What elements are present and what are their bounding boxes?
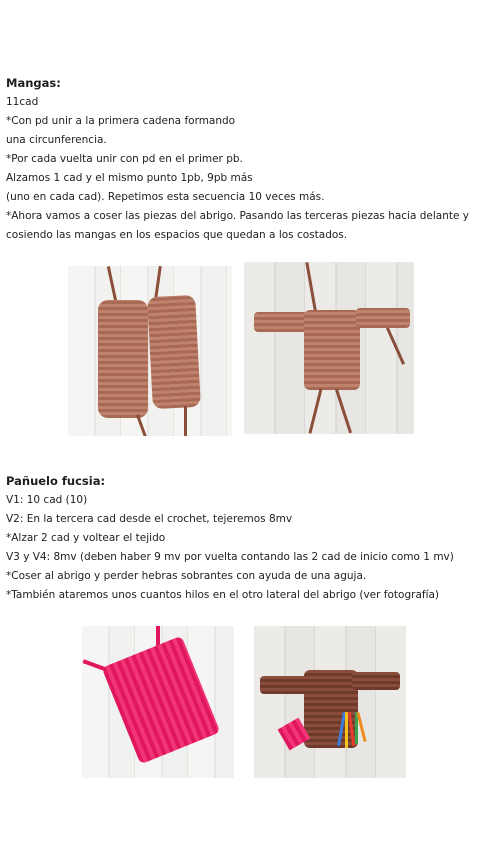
scarf-photo — [82, 626, 234, 778]
sleeves-photo — [68, 266, 232, 436]
fringe — [338, 712, 368, 750]
coat-body — [304, 310, 360, 390]
panuelo-line: V2: En la tercera cad desde el crochet, tejeremos 8mv — [6, 513, 293, 525]
panuelo-line: *Alzar 2 cad y voltear el tejido — [6, 532, 166, 544]
panuelo-line: *También ataremos unos cuantos hilos en el otro lateral del abrigo (ver fotografía) — [6, 589, 440, 601]
panuelo-line: *Coser al abrigo y perder hebras sobrantes con ayuda de una aguja. — [6, 570, 367, 582]
mangas-line: *Ahora vamos a coser las piezas del abrigo. Pasando las terceras piezas hacia delante y — [6, 210, 470, 222]
mangas-line: una circunferencia. — [6, 134, 107, 146]
coat-sleeve-right — [352, 672, 400, 690]
mangas-line: (uno en cada cad). Repetimos esta secuencia 10 veces más. — [6, 191, 325, 203]
mangas-line: *Con pd unir a la primera cadena formando — [6, 115, 236, 127]
coat-sleeve-left — [260, 676, 310, 694]
scarf-piece — [102, 636, 221, 765]
mangas-heading: Mangas: — [6, 76, 61, 90]
mangas-section — [6, 74, 494, 245]
sleeve-left — [254, 312, 308, 332]
panuelo-heading: Pañuelo fucsia: — [6, 474, 106, 488]
mangas-line: *Por cada vuelta unir con pd en el primer pb. — [6, 153, 243, 165]
mangas-line: Alzamos 1 cad y el mismo punto 1pb, 9pb más — [6, 172, 253, 184]
mangas-line: 11cad — [6, 96, 39, 108]
panuelo-line: V1: 10 cad (10) — [6, 494, 88, 506]
finished-coat-photo — [254, 626, 406, 778]
panuelo-section — [6, 472, 494, 605]
panuelo-line: V3 y V4: 8mv (deben haber 9 mv por vuelta contando las 2 cad de inicio como 1 mv) — [6, 551, 454, 563]
sleeve-left — [98, 300, 148, 418]
sleeve-right — [147, 295, 201, 409]
mangas-line: cosiendo las mangas en los espacios que quedan a los costados. — [6, 229, 348, 241]
coat-assembly-photo — [244, 262, 414, 434]
sleeve-right — [356, 308, 410, 328]
